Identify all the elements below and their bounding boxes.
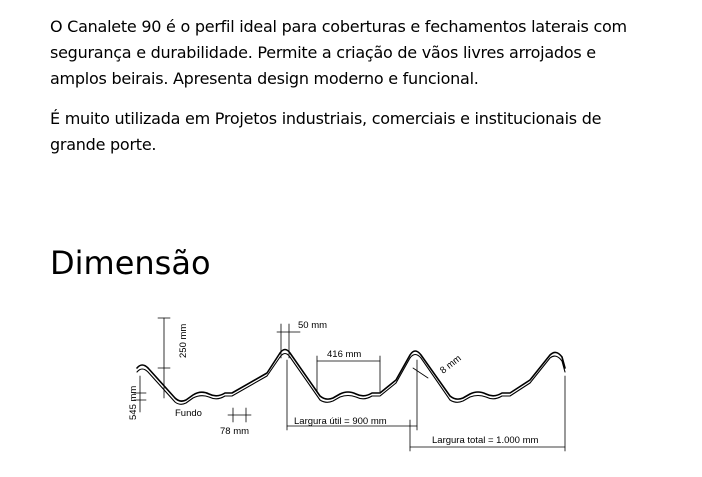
- section-title: Dimensão: [50, 244, 211, 282]
- spacing-label: 416 mm: [327, 349, 362, 360]
- height-bottom-label: 545 mm: [128, 385, 139, 420]
- fundo-label: Fundo: [175, 408, 202, 419]
- thickness-leader: [413, 368, 428, 378]
- intro-paragraph: O Canalete 90 é o perfil ideal para coberturas e fechamentos laterais com segurança e durabilidade. Permite a criação de vãos livres arrojados e amplos beirais. Apresenta design moderno e funcional.: [50, 17, 627, 88]
- crest-width-label: 50 mm: [298, 320, 328, 331]
- fundo-width-dimension: [228, 408, 251, 422]
- height-top-label: 250 mm: [178, 323, 189, 358]
- thickness-label: 8 mm: [438, 353, 464, 377]
- spacing-dimension: [317, 356, 380, 392]
- fundo-width-label: 78 mm: [220, 426, 250, 437]
- height-top-dimension: [158, 318, 170, 398]
- usage-paragraph: É muito utilizada em Projetos industriais, comerciais e institucionais de grande porte.: [50, 109, 602, 154]
- useful-width-label: Largura útil = 900 mm: [294, 416, 387, 427]
- total-width-label: Largura total = 1.000 mm: [432, 435, 539, 446]
